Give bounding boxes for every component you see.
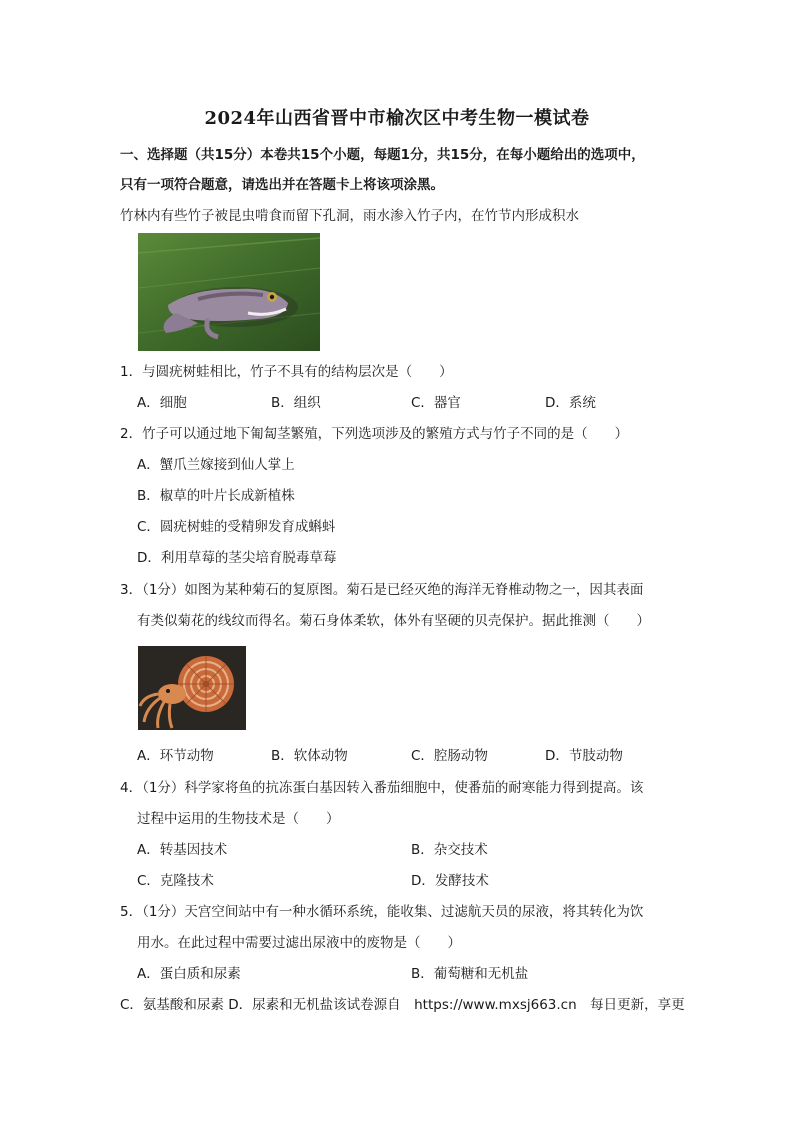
- question-4-stem-line-1: 4．（1分）科学家将鱼的抗冻蛋白基因转入番茄细胞中，使番茄的耐寒能力得到提高。该: [120, 780, 644, 796]
- question-4-options-row-1: [0, 840, 794, 860]
- option-b: B．软体动物: [271, 748, 348, 764]
- question-2-stem: 2．竹子可以通过地下匍匐茎繁殖，下列选项涉及的繁殖方式与竹子不同的是（ ）: [120, 426, 629, 442]
- question-2-option-b: B．椒草的叶片长成新植株: [137, 488, 295, 504]
- question-4-options-row-2: [0, 871, 794, 891]
- section-heading-line-2: 只有一项符合题意，请选出并在答题卡上将该项涂黑。: [120, 177, 444, 193]
- section-heading-line-1: 一、选择题（共15分）本卷共15个小题，每题1分，共15分，在每小题给出的选项中，: [120, 147, 645, 163]
- question-2-option-a: A．蟹爪兰嫁接到仙人掌上: [137, 457, 295, 473]
- option-a: A．环节动物: [137, 748, 214, 764]
- option-c: C．器官: [411, 395, 461, 411]
- option-a: A．蛋白质和尿素: [137, 966, 241, 982]
- question-3-options: [0, 746, 794, 766]
- option-d: D．系统: [545, 395, 596, 411]
- option-a: A．细胞: [137, 395, 187, 411]
- option-c: C．腔肠动物: [411, 748, 488, 764]
- question-2-option-c: C．圆疣树蛙的受精卵发育成蝌蚪: [137, 519, 336, 535]
- question-1-options: [0, 393, 794, 413]
- question-3-stem-line-2: 有类似菊花的线纹而得名。菊石身体柔软，体外有坚硬的贝壳保护。据此推测（ ）: [137, 613, 650, 629]
- question-4-stem-line-2: 过程中运用的生物技术是（ ）: [137, 811, 340, 827]
- question-5-last-line: C．氨基酸和尿素 D．尿素和无机盐该试卷源自 https://www.mxsj663.cn 每日更新，享更: [120, 997, 685, 1013]
- option-c: C．克隆技术: [137, 873, 214, 889]
- option-b: B．葡萄糖和无机盐: [411, 966, 529, 982]
- option-d: D．节肢动物: [545, 748, 623, 764]
- tree-frog-image: [138, 233, 320, 351]
- ammonite-image: [138, 646, 246, 730]
- question-1-stem: 1．与圆疣树蛙相比，竹子不具有的结构层次是（ ）: [120, 364, 453, 380]
- question-5-stem-line-1: 5．（1分）天宫空间站中有一种水循环系统，能收集、过滤航天员的尿液，将其转化为饮: [120, 904, 644, 920]
- exam-title: 2024年山西省晋中市榆次区中考生物一模试卷: [204, 108, 590, 129]
- intro-text: 竹林内有些竹子被昆虫啃食而留下孔洞，雨水渗入竹子内，在竹节内形成积水: [120, 208, 579, 224]
- question-3-stem-line-1: 3．（1分）如图为某种菊石的复原图。菊石是已经灭绝的海洋无脊椎动物之一，因其表面: [120, 582, 644, 598]
- question-2-option-d: D．利用草莓的茎尖培育脱毒草莓: [137, 550, 337, 566]
- option-d: D．发酵技术: [411, 873, 489, 889]
- option-a: A．转基因技术: [137, 842, 228, 858]
- question-5-options-row-1: [0, 964, 794, 984]
- option-b: B．组织: [271, 395, 321, 411]
- question-5-stem-line-2: 用水。在此过程中需要过滤出尿液中的废物是（ ）: [137, 935, 461, 951]
- option-b: B．杂交技术: [411, 842, 488, 858]
